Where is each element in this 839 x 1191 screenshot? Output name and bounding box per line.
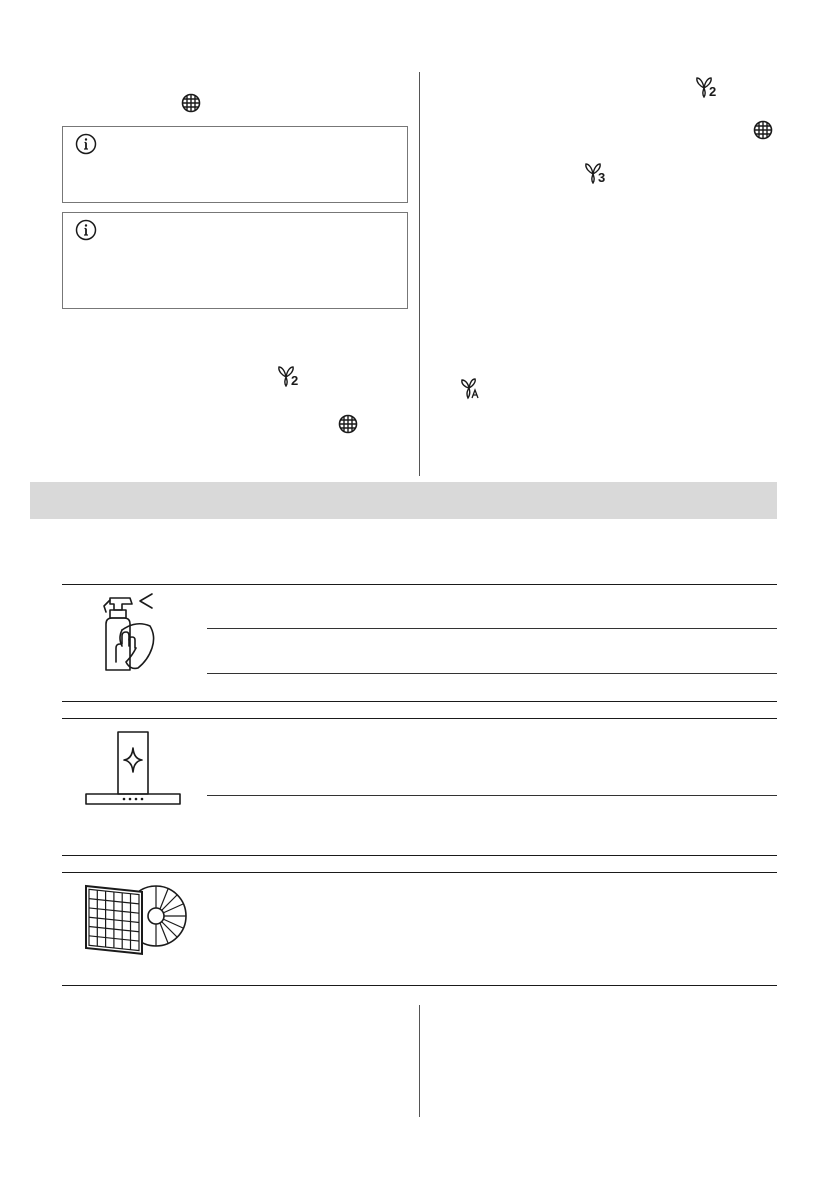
table-rule bbox=[207, 795, 777, 796]
info-icon bbox=[75, 133, 97, 155]
info-note-box-2 bbox=[62, 212, 408, 309]
fan-speed-number: 2 bbox=[709, 84, 717, 99]
filter-grid-icon bbox=[338, 414, 358, 434]
info-note-box-1 bbox=[62, 126, 408, 203]
table-rule bbox=[207, 628, 777, 629]
filter-grid-icon bbox=[181, 93, 201, 113]
table-rule bbox=[62, 872, 777, 873]
fan-auto-icon bbox=[458, 378, 482, 400]
fan-speed-2-icon bbox=[276, 365, 304, 389]
cleaning-spray-icon bbox=[92, 590, 164, 672]
table-rule bbox=[62, 718, 777, 719]
fan-speed-3-icon bbox=[583, 162, 611, 186]
table-rule bbox=[207, 673, 777, 674]
table-rule bbox=[62, 855, 777, 856]
filter-grid-icon bbox=[753, 120, 773, 140]
fan-speed-number: 2 bbox=[291, 373, 299, 388]
fan-speed-2-icon bbox=[694, 76, 722, 100]
fan-speed-number: 3 bbox=[598, 170, 606, 185]
table-rule bbox=[62, 584, 777, 585]
table-rule bbox=[62, 701, 777, 702]
info-icon bbox=[75, 219, 97, 241]
column-divider-bottom bbox=[419, 1005, 420, 1117]
section-header-bar bbox=[30, 482, 777, 519]
hood-clean-icon bbox=[84, 730, 182, 808]
table-rule bbox=[62, 985, 777, 986]
column-divider-top bbox=[419, 72, 420, 476]
filter-cartridge-icon bbox=[80, 876, 190, 960]
